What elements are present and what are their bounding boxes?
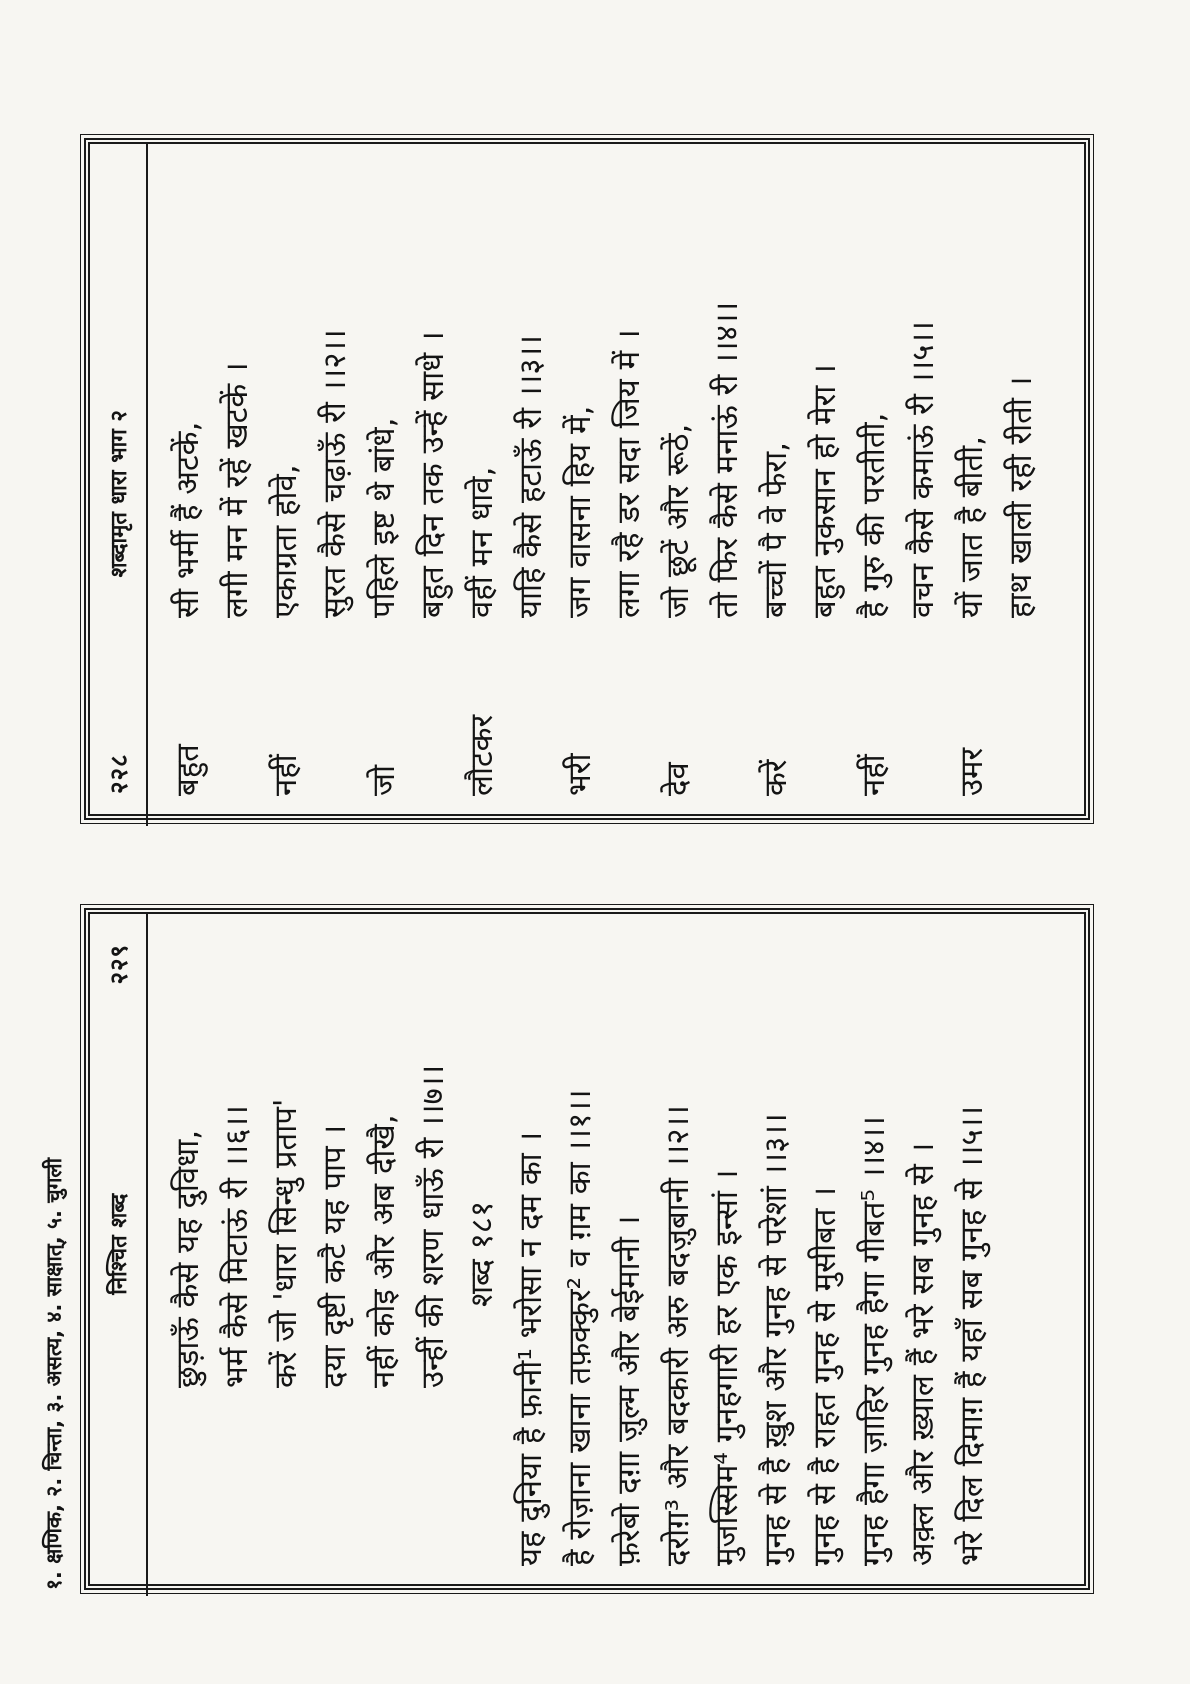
verse-text: शब्द १८१ bbox=[464, 1200, 500, 1308]
verse-line bbox=[164, 942, 213, 1566]
verse-line bbox=[850, 942, 899, 1566]
hymn-heading bbox=[458, 942, 507, 1566]
verse-text: सी भर्मी हैं अटकें, bbox=[170, 421, 206, 618]
verse-text: गुनह से है राहत गुनह से मुसीबत । bbox=[807, 1186, 843, 1566]
verse-line bbox=[654, 942, 703, 1566]
verse-line bbox=[409, 172, 458, 796]
verse-text: वचन कैसे कमाऊं री ।।५।। bbox=[905, 321, 941, 618]
verse-lead-word bbox=[311, 618, 360, 796]
verse-text: तो फिर कैसे मनाऊं री ।।४।। bbox=[709, 301, 745, 618]
verse-lead-word bbox=[997, 618, 1046, 796]
verse-text: करें जो 'धारा सिन्धु प्रताप' bbox=[268, 1098, 304, 1388]
verse-line bbox=[801, 172, 850, 796]
verse-line bbox=[360, 942, 409, 1566]
right-page-header bbox=[90, 914, 148, 1596]
verse-text: फ़रेबो दग़ा ज़ुल्म और बेईमानी । bbox=[611, 1215, 647, 1566]
verse-text: दया दृष्टी कटै यह पाप । bbox=[317, 1124, 353, 1388]
page-number: २२९ bbox=[104, 944, 133, 985]
verse-line bbox=[703, 172, 752, 796]
verse-line bbox=[507, 172, 556, 796]
verse-line bbox=[752, 172, 801, 796]
verse-text: भरे दिल दिमाग़ हैं यहाँ सब गुनह से ।।५।। bbox=[954, 1105, 990, 1566]
footnote bbox=[40, 850, 66, 1590]
verse-line bbox=[311, 942, 360, 1566]
verse-lead-word bbox=[605, 618, 654, 796]
verse-text: छुड़ाऊँ कैसे यह दुविधा, bbox=[170, 1129, 206, 1388]
verse-lead-word bbox=[164, 1388, 213, 1566]
verse-line bbox=[948, 942, 997, 1566]
verse-lead-word bbox=[409, 1388, 458, 1566]
verse-lead-word: भरी bbox=[562, 753, 598, 796]
verse-line bbox=[948, 172, 997, 796]
left-page-header bbox=[90, 144, 148, 826]
verse-line bbox=[311, 172, 360, 796]
verse-line bbox=[556, 942, 605, 1566]
left-page bbox=[90, 144, 1096, 826]
verse-line bbox=[360, 172, 409, 796]
verse-text: भर्म कैसे मिटाऊं री ।।६।। bbox=[219, 1105, 255, 1388]
verse-lead-word bbox=[703, 618, 752, 796]
verse-line bbox=[899, 172, 948, 796]
verse-text: एकाग्रता होवे, bbox=[268, 464, 304, 618]
verse-lead-word bbox=[262, 1388, 311, 1566]
left-page-frame bbox=[84, 138, 1090, 820]
verse-line bbox=[409, 942, 458, 1566]
verse-lead-word: उमर bbox=[954, 747, 990, 796]
left-page-verses bbox=[148, 172, 1046, 796]
verse-line bbox=[703, 942, 752, 1566]
verse-line bbox=[213, 942, 262, 1566]
verse-line bbox=[997, 172, 1046, 796]
right-page-verses bbox=[148, 942, 997, 1566]
verse-line bbox=[213, 172, 262, 796]
verse-line bbox=[262, 172, 311, 796]
running-title: शब्दामृत धारा भाग २ bbox=[107, 410, 132, 578]
verse-text: है गुरु की परतीती, bbox=[856, 412, 892, 618]
verse-text: मुजस्सिम⁴ गुनहगारी हर एक इन्सां । bbox=[709, 1169, 745, 1566]
verse-line bbox=[507, 942, 556, 1566]
verse-lead-word bbox=[311, 1388, 360, 1566]
verse-text: यों जात है बीती, bbox=[954, 435, 990, 618]
verse-text: जो छूटें और रूठें, bbox=[660, 423, 696, 618]
verse-text: लगा रहै डर सदा जिय में । bbox=[611, 329, 647, 618]
verse-text: याहि कैसे हटाऊँ री ।।३।। bbox=[513, 335, 549, 618]
verse-text: वहीं मन धावे, bbox=[464, 466, 500, 618]
verse-line bbox=[164, 172, 213, 796]
verse-lead-word bbox=[213, 618, 262, 796]
verse-lead-word bbox=[899, 618, 948, 796]
verse-line bbox=[458, 172, 507, 796]
verse-line bbox=[801, 942, 850, 1566]
verse-text: जग वासना हिय में, bbox=[562, 405, 598, 618]
verse-text: बहुत दिन तक उन्हें साधे । bbox=[415, 331, 451, 618]
verse-text: बच्चों पै वे फेरा, bbox=[758, 442, 794, 618]
verse-text: सुरत कैसे चढ़ाऊँ री ।।२।। bbox=[317, 329, 353, 618]
verse-line bbox=[752, 942, 801, 1566]
verse-text: नहीं कोइ और अब दीखै, bbox=[366, 1114, 402, 1388]
verse-text: लगी मन में रहें खटकें । bbox=[219, 362, 255, 618]
verse-text: अक़्ल और ख़्याल हैं भरे सब गुनह से । bbox=[905, 1142, 941, 1566]
right-page bbox=[90, 914, 1096, 1596]
verse-lead-word bbox=[801, 618, 850, 796]
verse-lead-word: जो bbox=[366, 764, 402, 796]
verse-text: पहिले इष्ट थे बांधे, bbox=[366, 417, 402, 618]
verse-line bbox=[654, 172, 703, 796]
verse-lead-word: बहुत bbox=[170, 744, 206, 796]
footnote-text: १. क्षणिक, २. चिन्ता, ३. असत्य, ४. साक्षात्, ५. चुगली bbox=[42, 1157, 66, 1590]
running-title: निश्चित शब्द bbox=[107, 1193, 132, 1295]
verse-text: हाथ खाली रही रीती । bbox=[1003, 376, 1039, 618]
verse-lead-word: करें bbox=[758, 759, 794, 796]
verse-line bbox=[262, 942, 311, 1566]
verse-lead-word: नहीं bbox=[856, 754, 892, 796]
verse-lead-word: नहीं bbox=[268, 754, 304, 796]
verse-line bbox=[899, 942, 948, 1566]
verse-line bbox=[605, 172, 654, 796]
verse-lead-word bbox=[409, 618, 458, 796]
verse-lead-word bbox=[213, 1388, 262, 1566]
right-page-frame bbox=[84, 908, 1090, 1590]
verse-text: उन्हीं की शरण धाऊँ री ।।७।। bbox=[415, 1064, 451, 1388]
verse-text: दरोग़³ और बदकारी अरु बदज़ुबानी ।।२।। bbox=[660, 1105, 696, 1566]
verse-lead-word bbox=[360, 1388, 409, 1566]
verse-text: गुनह हैगा ज़ाहिर गुनह हैगा गीबत⁵ ।।४।। bbox=[856, 1116, 892, 1566]
verse-lead-word bbox=[507, 618, 556, 796]
verse-lead-word: देव bbox=[660, 762, 696, 796]
verse-line bbox=[605, 942, 654, 1566]
verse-text: गुनह से है ख़ुश और गुनह से परेशां ।।३।। bbox=[758, 1113, 794, 1566]
verse-text: बहुत नुकसान हो मेरा । bbox=[807, 364, 843, 618]
page-number: २२८ bbox=[104, 753, 133, 794]
verse-text: यह दुनिया है फ़ानी¹ भरोसा न दम का । bbox=[513, 1131, 549, 1566]
verse-text: है रोज़ाना खाना तफ़क्कुर² व ग़म का ।।१।। bbox=[562, 1089, 598, 1566]
verse-lead-word: लौटकर bbox=[464, 714, 500, 796]
verse-line bbox=[556, 172, 605, 796]
verse-line bbox=[850, 172, 899, 796]
